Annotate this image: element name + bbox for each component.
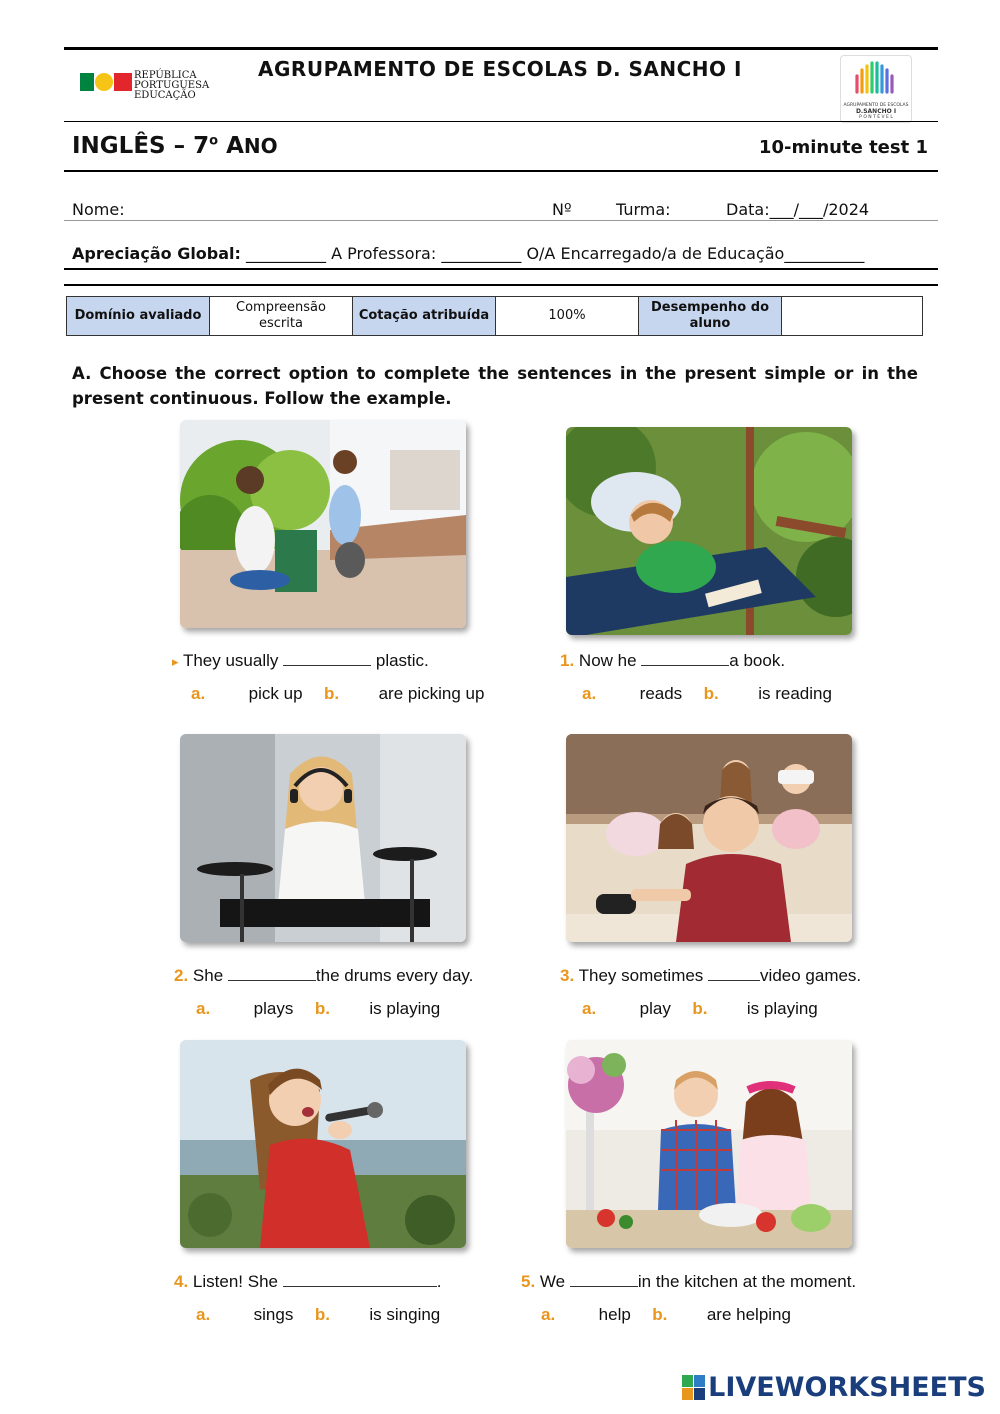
exercise-1-before: Now he	[578, 651, 637, 670]
school-logo-line-3: P O N T É V E L	[859, 115, 893, 120]
guardian-blank[interactable]: __________	[784, 244, 865, 263]
exercise-4-sentence	[174, 1270, 441, 1292]
option-a-letter: a.	[196, 999, 211, 1018]
exercise-example-blank[interactable]	[283, 649, 371, 666]
subject-a: A	[226, 133, 244, 159]
option-a-letter: a.	[541, 1305, 556, 1324]
exercise-1-sentence	[560, 649, 785, 671]
option-a-letter: a.	[582, 999, 597, 1018]
subject-sup: o	[209, 133, 219, 149]
option-b-letter: b.	[314, 1305, 330, 1324]
school-logo	[840, 55, 912, 123]
eval-score-header: Cotação atribuída	[353, 297, 496, 336]
eval-performance-header: Desempenho do aluno	[639, 297, 782, 336]
teacher-label: A Professora:	[331, 244, 437, 263]
exercise-2-sentence	[174, 964, 473, 986]
option-a-letter: a.	[196, 1305, 211, 1324]
appreciation-row	[72, 244, 864, 263]
test-name: 10-minute test 1	[758, 137, 928, 158]
exercise-example-options	[191, 684, 484, 704]
subject-rest: NO	[243, 134, 278, 158]
school-logo-line-1: AGRUPAMENTO DE ESCOLAS	[843, 103, 909, 108]
eval-domain-header: Domínio avaliado	[67, 297, 210, 336]
top-rule	[64, 47, 938, 50]
option-b-letter: b.	[703, 684, 719, 703]
eval-score-value: 100%	[496, 297, 639, 336]
liveworksheets-brand[interactable]: LIVEWORKSHEETS	[708, 1372, 986, 1403]
exercise-2-before: She	[192, 966, 224, 985]
exercise-4-options	[196, 1305, 440, 1325]
option-b-letter: b.	[652, 1305, 668, 1324]
exercise-1-number: 1.	[560, 651, 575, 670]
exercise-example-sentence	[172, 649, 429, 671]
exercise-5-before: We	[539, 1272, 566, 1291]
liveworksheets-logo	[682, 1372, 986, 1403]
exercise-4-option-b[interactable]: is singing	[369, 1305, 441, 1324]
subject-main: INGLÊS – 7	[72, 133, 210, 159]
logo-line-2: PORTUGUESA	[134, 80, 210, 91]
exercise-4-blank[interactable]	[283, 1270, 437, 1287]
exercise-example-before: They usually	[182, 651, 279, 670]
school-logo-line-2: D.SANCHO I	[855, 108, 897, 115]
girl-drums-photo	[180, 734, 466, 942]
exercise-5-after: in the kitchen at the moment.	[637, 1272, 857, 1291]
exercise-2-after: the drums every day.	[315, 966, 474, 985]
option-b-letter: b.	[314, 999, 330, 1018]
exercise-3-options	[582, 999, 818, 1019]
exercise-5-sentence	[521, 1270, 856, 1292]
exercise-2-options	[196, 999, 440, 1019]
eval-domain-value: Compreensão escrita	[210, 297, 353, 336]
instructions: A. Choose the correct option to complete the sentences in the present simple or in the present continuous. Follow the example.	[72, 364, 918, 408]
option-b-letter: b.	[324, 684, 340, 703]
class-label: Turma:	[616, 200, 671, 219]
form-rule-2	[64, 284, 938, 286]
example-marker-icon: ▸	[172, 654, 179, 669]
option-b-letter: b.	[692, 999, 708, 1018]
exercise-4-after: .	[436, 1272, 442, 1291]
subject-title	[72, 133, 278, 159]
logo-line-1: REPÚBLICA	[134, 70, 197, 81]
exercise-4-before: Listen! She	[192, 1272, 278, 1291]
exercise-5-options	[541, 1305, 791, 1325]
guardian-label: O/A Encarregado/a de Educação	[526, 244, 785, 263]
exercise-example-option-b[interactable]: are picking up	[378, 684, 485, 703]
header-divider	[64, 121, 938, 122]
exercise-example-option-a[interactable]: pick up	[248, 684, 303, 703]
exercise-5-number: 5.	[521, 1272, 536, 1291]
exercise-3-sentence	[560, 964, 861, 986]
exercise-4-option-a[interactable]: sings	[253, 1305, 294, 1324]
option-a-letter: a.	[582, 684, 597, 703]
exercise-1-blank[interactable]	[641, 649, 729, 666]
exercise-3-before: They sometimes	[578, 966, 704, 985]
date-label: Data:___/___/2024	[726, 200, 870, 219]
exercise-3-number: 3.	[560, 966, 575, 985]
liveworksheets-icon	[682, 1373, 706, 1403]
logo-line-3: EDUCAÇÃO	[134, 90, 196, 101]
exercise-3-option-a[interactable]: play	[639, 999, 671, 1018]
exercise-2-option-a[interactable]: plays	[253, 999, 294, 1018]
teacher-blank[interactable]: __________	[441, 244, 522, 263]
exercise-2-option-b[interactable]: is playing	[369, 999, 441, 1018]
name-label: Nome:	[72, 200, 125, 219]
exercise-5-blank[interactable]	[570, 1270, 638, 1287]
name-line	[64, 220, 938, 221]
girl-singing-photo	[180, 1040, 466, 1248]
exercise-5-option-a[interactable]: help	[598, 1305, 631, 1324]
exercise-5-option-b[interactable]: are helping	[706, 1305, 791, 1324]
form-rule-1	[64, 268, 938, 270]
exercise-2-number: 2.	[174, 966, 189, 985]
exercise-example-after: plastic.	[375, 651, 429, 670]
title-rule	[64, 170, 938, 172]
eval-performance-value[interactable]	[782, 297, 923, 336]
school-bars-icon	[841, 56, 911, 98]
global-blank[interactable]: __________	[246, 244, 327, 263]
school-name: AGRUPAMENTO DE ESCOLAS D. SANCHO I	[258, 57, 742, 81]
number-label: Nº	[552, 200, 572, 219]
girls-recycling-photo	[180, 420, 466, 628]
exercise-1-option-b[interactable]: is reading	[758, 684, 832, 703]
kids-kitchen-photo	[566, 1040, 852, 1248]
exercise-4-number: 4.	[174, 1272, 189, 1291]
exercise-2-blank[interactable]	[228, 964, 316, 981]
exercise-1-after: a book.	[729, 651, 786, 670]
evaluation-table	[66, 296, 923, 336]
exercise-3-option-b[interactable]: is playing	[746, 999, 818, 1018]
boy-reading-hammock-photo	[566, 427, 852, 635]
exercise-1-options	[582, 684, 832, 704]
exercise-3-blank[interactable]	[708, 964, 760, 981]
exercise-1-option-a[interactable]: reads	[639, 684, 683, 703]
global-label: Apreciação Global:	[72, 244, 241, 263]
kids-video-games-photo	[566, 734, 852, 942]
option-a-letter: a.	[191, 684, 206, 703]
exercise-3-after: video games.	[760, 966, 862, 985]
